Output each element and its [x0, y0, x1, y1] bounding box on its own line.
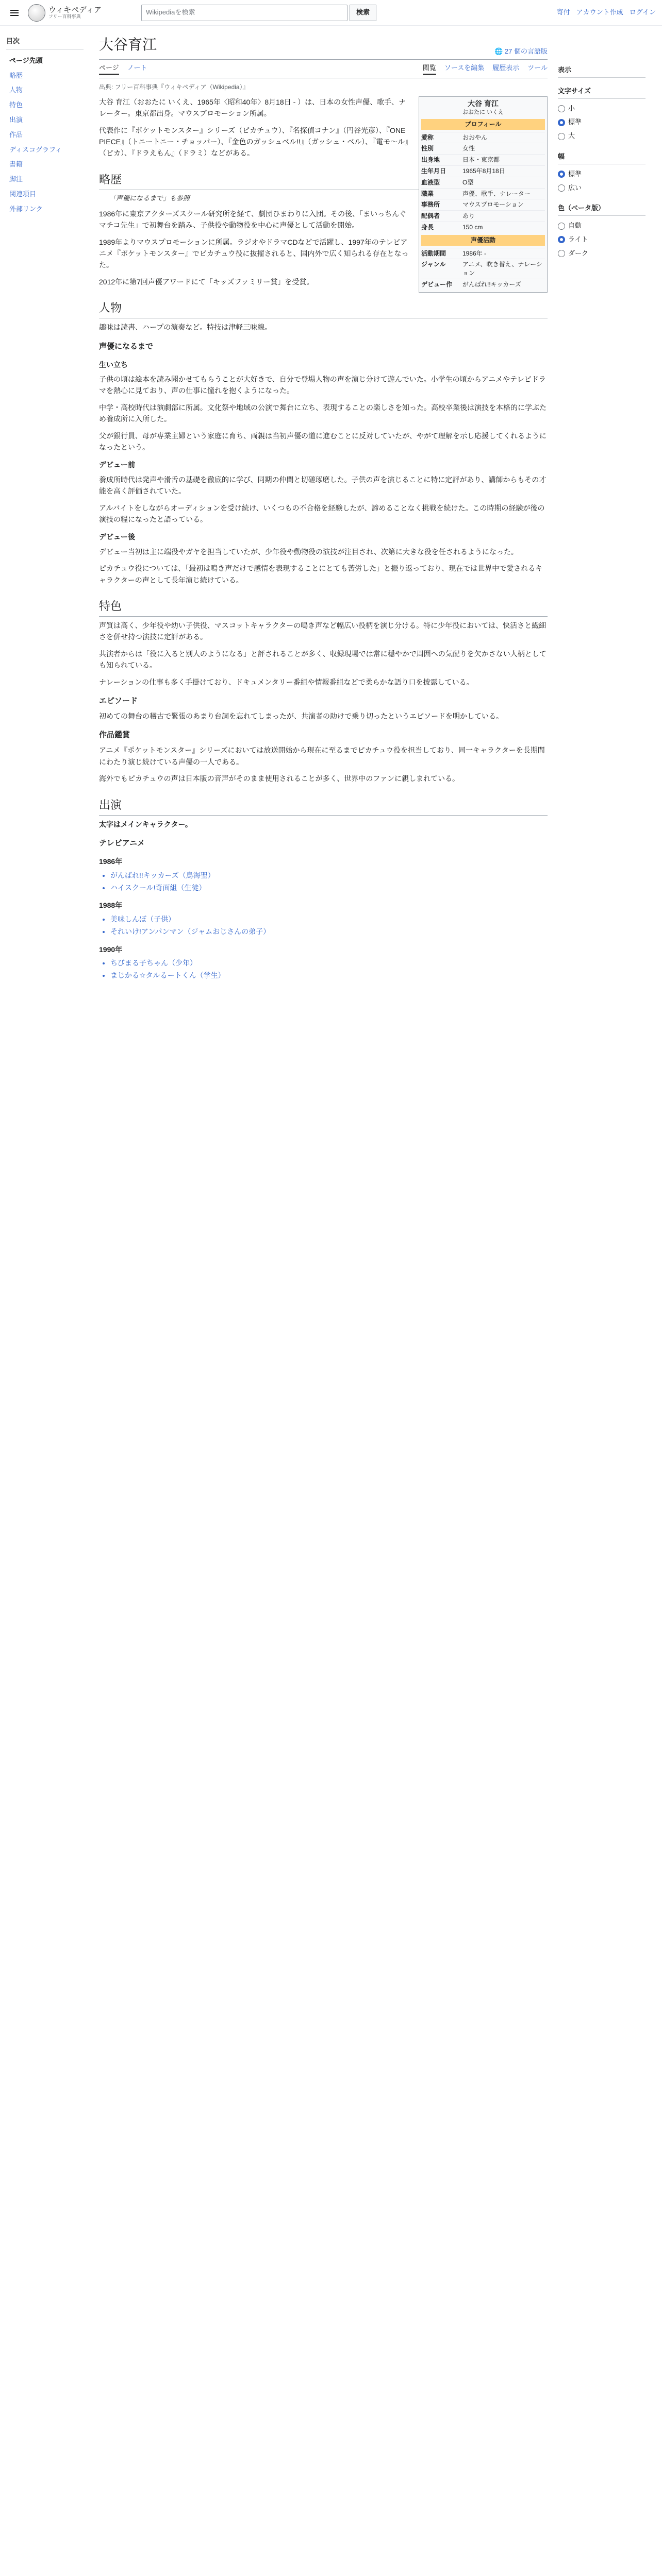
infobox-ruby: おおたに いくえ — [462, 109, 504, 116]
toc-title: 目次 — [6, 36, 84, 49]
width-label: 標準 — [568, 170, 582, 178]
tab-action-2[interactable]: 履歴表示 — [492, 63, 520, 72]
infobox-key: 出身地 — [421, 156, 440, 164]
work-item[interactable]: • ハイスクール!奇面組（生徒） — [110, 882, 548, 893]
infobox-row — [421, 154, 545, 165]
infobox-value: おおやん — [462, 133, 488, 141]
infobox-row — [421, 132, 545, 143]
paragraph: 1989年よりマウスプロモーションに所属。ラジオやドラマCDなどで活躍し、1997年のテレビアニメ『ポケットモンスター』でピカチュウ役に抜擢されると、国内外で広く知られる存在となった。 — [99, 238, 409, 269]
infobox-value: 1965年8月18日 — [462, 167, 505, 175]
section-heading: 人物 — [99, 299, 548, 318]
paragraph: 趣味は読書、ハープの演奏など。特技は津軽三味線。 — [99, 323, 272, 332]
subsection-heading: テレビアニメ — [99, 839, 145, 848]
work-list — [99, 913, 548, 938]
page-title-bar — [99, 34, 548, 60]
paragraph: 初めての舞台の稽古で緊張のあまり台詞を忘れてしまったが、共演者の助けで乗り切ったというエピソードを明かしている。 — [99, 712, 503, 721]
paragraph: 父が銀行員、母が専業主婦という家庭に育ち、両親は当初声優の道に進むことに反対していたが、やがて理解を示し応援してくれるようになったという。 — [99, 431, 547, 451]
infobox-key: 配偶者 — [421, 212, 440, 220]
subsubsection-heading: 生い立ち — [99, 360, 128, 369]
logo-title: ウィキペディア — [48, 5, 102, 15]
header-link[interactable]: ログイン — [629, 8, 656, 16]
infobox-key: 身長 — [421, 223, 434, 231]
infobox-value: O型 — [462, 178, 474, 186]
text-size-title: 文字サイズ — [558, 86, 646, 99]
width-label: 広い — [568, 183, 582, 192]
infobox-key: 活動期間 — [421, 249, 446, 257]
paragraph: 海外でもピカチュウの声は日本版の音声がそのまま使用されることが多く、世界中のファンに親しまれている。 — [99, 774, 460, 783]
lead-paragraph: 代表作に『ポケットモンスター』シリーズ（ピカチュウ）、『名探偵コナン』（円谷光彦）、『ONE PIECE』（トニートニー・チョッパー）、『金色のガッシュベル!!』（ガッシュ・ベル）、『電モ〜ル』（ピカ）、『ドラえもん』（ドラミ）などがある。 — [99, 126, 409, 158]
site-header — [0, 0, 662, 26]
user-links — [557, 7, 656, 18]
appearance-panel — [558, 26, 646, 986]
tab-0[interactable]: ページ — [99, 63, 119, 75]
subsection-heading: エピソード — [99, 697, 138, 706]
text-size-label: 小 — [568, 104, 575, 112]
infobox-profile-head: プロフィール — [421, 119, 545, 130]
infobox-value: アニメ、吹き替え、ナレーション — [462, 261, 542, 277]
infobox-value: 150 cm — [462, 223, 483, 231]
infobox-row — [421, 279, 545, 290]
infobox-value: 声優、歌手、ナレーター — [462, 190, 531, 197]
toc-item[interactable]: 外部リンク — [9, 205, 43, 213]
work-item[interactable]: • ちびまる子ちゃん（少年） — [110, 957, 548, 969]
width-title: 幅 — [558, 151, 646, 164]
infobox-value: マウスプロモーション — [462, 201, 524, 209]
paragraph: 中学・高校時代は演劇部に所属。文化祭や地域の公演で舞台に立ち、表現することの楽しさを知った。高校卒業後は演技を本格的に学ぶため養成所に入所した。 — [99, 403, 547, 423]
infobox-key: 事務所 — [421, 201, 440, 209]
infobox — [419, 96, 548, 293]
paragraph: 声質は高く、少年役や幼い子供役、マスコットキャラクターの鳴き声など幅広い役柄を演じ分ける。特に少年役においては、快活さと繊細さを併せ持つ演技に定評がある。 — [99, 621, 547, 641]
infobox-row — [421, 222, 545, 233]
toc-item[interactable]: 出演 — [9, 115, 23, 124]
appearance-title: 表示 — [558, 65, 646, 78]
header-link[interactable]: アカウント作成 — [576, 8, 623, 16]
toc-item[interactable]: 人物 — [9, 86, 23, 94]
infobox-key: 血液型 — [421, 178, 440, 186]
paragraph: ピカチュウ役については、「最初は鳴き声だけで感情を表現することにとても苦労した」と振り返っており、現在では世界中で愛されるキャラクターの声として長年演じ続けている。 — [99, 564, 543, 584]
toc-item[interactable]: 脚注 — [9, 175, 23, 183]
section-heading: 出演 — [99, 796, 548, 816]
wikipedia-globe-icon — [28, 4, 45, 22]
infobox-value: がんばれ!!キッカーズ — [462, 280, 521, 288]
infobox-title: 大谷 育江 — [468, 99, 499, 108]
year-heading: 1988年 — [99, 901, 123, 910]
paragraph: デビュー当初は主に端役やガヤを担当していたが、少年役や動物役の演技が注目され、次第に大きな役を任されるようになった。 — [99, 547, 518, 556]
text-size-option[interactable] — [558, 129, 646, 143]
infobox-value: 1986年 - — [462, 249, 487, 257]
infobox-row — [421, 210, 545, 222]
paragraph: 共演者からは「役に入ると別人のようになる」と評されることが多く、収録現場では常に穏やかで周囲への気配りを欠かさない人柄としても知られている。 — [99, 649, 547, 670]
width-option[interactable] — [558, 181, 646, 195]
tagline: 出典: フリー百科事典『ウィキペディア（Wikipedia）』 — [99, 83, 249, 91]
infobox-key: 性別 — [421, 145, 434, 152]
color-label: 自動 — [568, 222, 582, 230]
section-heading: 特色 — [99, 597, 548, 617]
paragraph: 養成所時代は発声や滑舌の基礎を徹底的に学び、同期の仲間と切磋琢磨した。子供の声を演じることに特に定評があり、講師からもその才能を高く評価されていた。 — [99, 475, 547, 496]
toc-item[interactable]: 関連項目 — [9, 190, 37, 198]
infobox-value: 日本・東京都 — [462, 156, 500, 164]
article-content — [99, 96, 548, 981]
toc-item[interactable]: ページ先頭 — [9, 56, 43, 64]
infobox-row — [421, 188, 545, 199]
tab-1[interactable]: ノート — [127, 63, 147, 72]
infobox-row — [421, 143, 545, 154]
infobox-career-head: 声優活動 — [421, 235, 545, 246]
year-heading: 1986年 — [99, 857, 123, 866]
logo-subtitle: フリー百科事典 — [48, 13, 81, 19]
radio-icon — [558, 119, 565, 126]
radio-icon — [558, 184, 565, 192]
search-form — [141, 5, 376, 21]
toc-sidebar — [6, 26, 84, 986]
search-button[interactable]: 検索 — [350, 5, 376, 21]
subsubsection-heading: デビュー前 — [99, 461, 135, 469]
infobox-row — [421, 177, 545, 188]
toc-item[interactable]: 略歴 — [9, 71, 23, 79]
color-label: ダーク — [568, 249, 589, 257]
paragraph: ナレーションの仕事も多く手掛けており、ドキュメンタリー番組や情報番組などで柔らかな語り口を披露している。 — [99, 677, 474, 686]
subsubsection-heading: デビュー後 — [99, 533, 135, 541]
color-title: 色（ベータ版） — [558, 203, 646, 216]
text-size-option[interactable] — [558, 102, 646, 116]
width-option[interactable] — [558, 167, 646, 181]
work-list — [99, 870, 548, 894]
paragraph: 2012年に第7回声優アワードにて「キッズファミリー賞」を受賞。 — [99, 277, 314, 286]
infobox-key: 愛称 — [421, 133, 434, 141]
work-item[interactable]: • 美味しんぼ（子供） — [110, 913, 548, 925]
toc-item[interactable]: 特色 — [9, 101, 23, 109]
radio-icon — [558, 250, 565, 257]
infobox-key: デビュー作 — [421, 280, 453, 288]
hatnote: 「声優になるまで」も参照 — [109, 194, 190, 202]
work-item[interactable]: • まじかる☆タルるートくん（学生） — [110, 970, 548, 981]
text-size-label: 大 — [568, 132, 575, 140]
paragraph: 子供の頃は絵本を読み聞かせてもらうことが大好きで、自分で登場人物の声を演じ分けて遊んでいた。小学生の頃からアニメやテレビドラマを熱心に見ており、声の仕事に憧れを抱くようになった。 — [99, 375, 546, 395]
subsection-heading: 声優になるまで — [99, 342, 154, 351]
lead-paragraph: 大谷 育江（おおたに いくえ、1965年〈昭和40年〉8月18日 - ）は、日本の女性声優、歌手、ナレーター。東京都出身。マウスプロモーション所属。 — [99, 97, 406, 118]
tab-action-0[interactable]: 閲覧 — [423, 63, 436, 75]
radio-icon — [558, 133, 565, 140]
header-link[interactable]: 寄付 — [556, 8, 570, 16]
language-button[interactable]: 🌐 27 個の言語版 — [494, 47, 548, 55]
infobox-key: ジャンル — [421, 261, 446, 268]
infobox-row — [421, 248, 545, 259]
infobox-value: 女性 — [462, 145, 475, 152]
year-heading: 1990年 — [99, 945, 123, 954]
toc-item[interactable]: ディスコグラフィ — [9, 145, 62, 154]
color-option[interactable] — [558, 247, 646, 261]
color-label: ライト — [568, 235, 588, 243]
paragraph: アニメ『ポケットモンスター』シリーズにおいては放送開始から現在に至るまでピカチュウ役を担当しており、同一キャラクターを長期間にわたり演じ続けている声優の一人である。 — [99, 746, 545, 766]
text-size-label: 標準 — [568, 118, 582, 126]
page-title: 大谷育江 — [99, 37, 157, 53]
article-main — [99, 26, 548, 986]
infobox-row — [421, 259, 545, 279]
infobox-row — [421, 199, 545, 210]
page-tabs — [99, 60, 548, 78]
site-logo[interactable] — [28, 4, 105, 22]
infobox-row — [421, 165, 545, 177]
tab-action-1[interactable]: ソースを編集 — [444, 63, 485, 72]
work-item[interactable]: • それいけ!アンパンマン（ジャムおじさんの弟子） — [110, 926, 548, 937]
work-item[interactable]: • がんばれ!!キッカーズ（鳥海聖） — [110, 870, 548, 881]
work-list — [99, 957, 548, 981]
radio-icon — [558, 105, 565, 112]
infobox-key: 職業 — [421, 190, 434, 197]
paragraph: 1986年に東京アクターズスクール研究所を経て、劇団ひまわりに入団。その後、「まいっちんぐマチコ先生」で初舞台を踏み、子供役や動物役を中心に声優として活動を開始。 — [99, 209, 407, 230]
color-option[interactable] — [558, 219, 646, 233]
radio-icon — [558, 171, 565, 178]
paragraph: アルバイトをしながらオーディションを受け続け、いくつもの不合格を経験したが、諦めることなく挑戦を続けた。この時期の経験が後の演技の糧になったと語っている。 — [99, 503, 545, 523]
tab-action-3[interactable]: ツール — [527, 63, 548, 72]
infobox-value: あり — [462, 212, 475, 220]
text-size-option[interactable] — [558, 115, 646, 129]
section-heading: 略歴 — [99, 171, 548, 190]
search-input[interactable]: Wikipediaを検索 — [141, 5, 347, 21]
radio-icon — [558, 236, 565, 243]
infobox-key: 生年月日 — [421, 167, 446, 175]
bold-note: 太字はメインキャラクター。 — [99, 820, 192, 828]
toc-item[interactable]: 作品 — [9, 130, 23, 139]
subsection-heading: 作品鑑賞 — [99, 731, 130, 740]
main-menu-icon[interactable] — [6, 5, 23, 21]
toc-item[interactable]: 書籍 — [9, 160, 23, 168]
radio-icon — [558, 223, 565, 230]
color-option[interactable] — [558, 233, 646, 247]
